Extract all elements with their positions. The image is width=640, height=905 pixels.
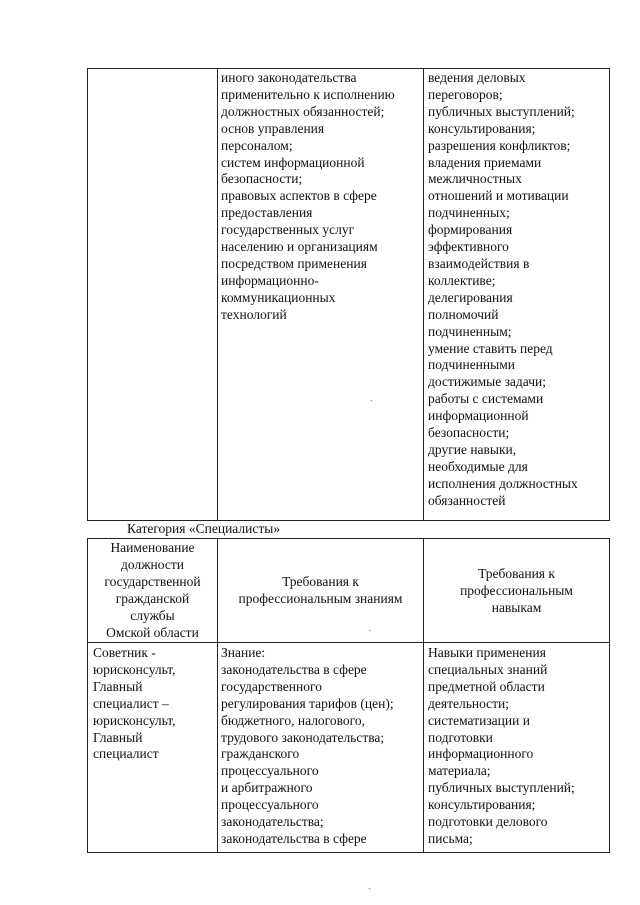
table1-skills-cell: ведения деловых переговоров; публичных выступлений; консультирования; разрешения конфликтов; владения приемами межличностных отношений и мотивации подчиненных; формирования эффективного взаимодействия в коллективе; делегирования полномочий подчиненным; умение ставить перед подчиненными достижимые задачи; работы с системами информационной безопасности; другие навыки, необходимые для исполнения должностных обязанностей xyxy=(428,70,578,508)
table1-left-border xyxy=(87,68,88,521)
table1-knowledge-cell: иного законодательства применительно к исполнению должностных обязанностей; основ управления персоналом; систем информационной безопасности; правовых аспектов в сфере предоставления государственных услуг населению и организациям посредством применения информационно- коммуникационных технологий xyxy=(221,70,395,322)
table1-top-border xyxy=(87,68,610,69)
row-knowledge-cell: Знание: законодательства в сфере государственного регулирования тарифов (цен); бюджетного, налогового, трудового законодательства; гражданского процессуального и арбитражного процессуального законодательства; законодательства в сфере xyxy=(221,645,394,846)
row-skills-cell: Навыки применения специальных знаний предметной области деятельности; систематизации и подготовки информационного материала; публичных выступлений; консультирования; подготовки делового письма; xyxy=(428,645,575,846)
header-skills: Требования к профессиональным навыкам xyxy=(460,566,573,615)
table2-col-divider-2 xyxy=(423,538,424,853)
table2-right-border xyxy=(609,538,610,853)
table2-bottom-border xyxy=(87,852,610,853)
table2-header-bottom-border xyxy=(87,642,610,643)
header-knowledge: Требования к профессиональным знаниям xyxy=(238,574,403,606)
table2-col-divider-1 xyxy=(217,538,218,853)
scan-speck: ˎ xyxy=(368,621,372,632)
scan-speck: ˎ xyxy=(368,879,372,890)
row-position-cell: Советник - юрисконсульт, Главный специалист – юрисконсульт, Главный специалист xyxy=(93,645,176,762)
table1-col-divider-1 xyxy=(217,68,218,521)
header-position: Наименование должности государственной гражданской службы Омской области xyxy=(104,540,201,640)
scan-speck: ˎ xyxy=(370,391,374,402)
table2-left-border xyxy=(87,538,88,853)
table1-col-divider-2 xyxy=(423,68,424,521)
table1-right-border xyxy=(609,68,610,521)
table2-top-border xyxy=(87,538,610,539)
table1-position-cell xyxy=(91,70,215,520)
category-caption: Категория «Специалисты» xyxy=(127,521,281,536)
